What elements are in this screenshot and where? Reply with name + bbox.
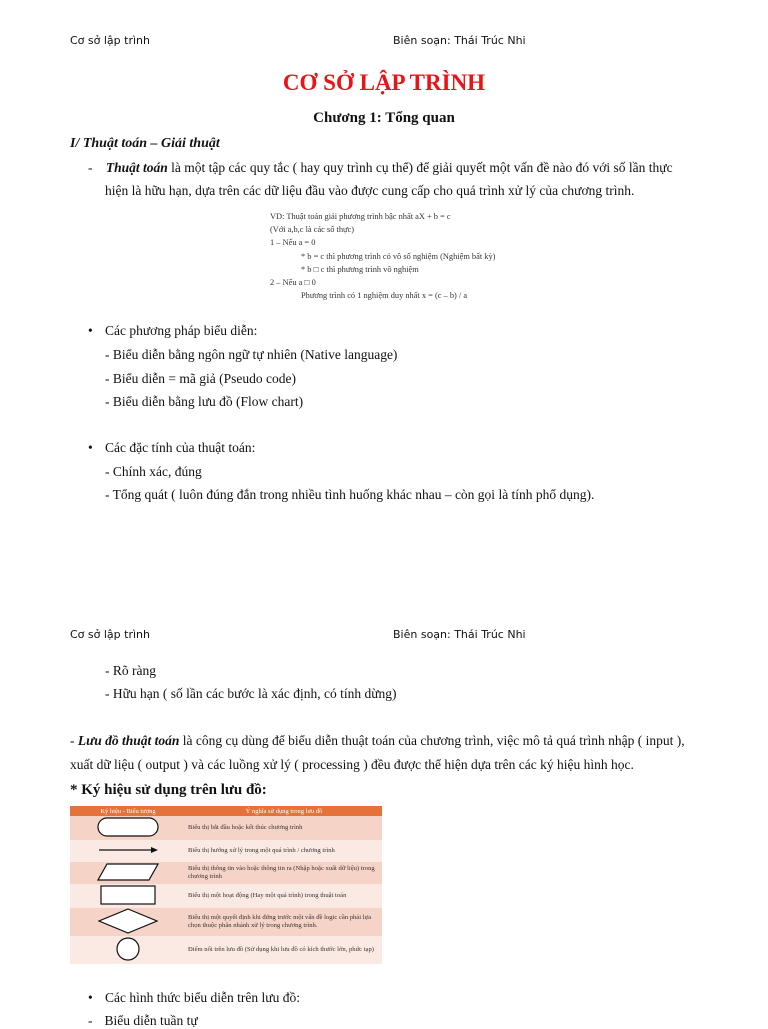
table-row xyxy=(70,816,382,840)
list-item: - Tổng quát ( luôn đúng đắn trong nhiều tình huống khác nhau – còn gọi là tính phổ dụng). xyxy=(105,487,595,502)
decision-symbol xyxy=(70,908,186,936)
bullet-item xyxy=(88,990,300,1006)
parallelogram-symbol xyxy=(70,862,186,884)
connector-symbol xyxy=(70,936,186,964)
list-item: - Biểu diễn bằng ngôn ngữ tự nhiên (Native language) xyxy=(105,347,398,362)
term-algorithm: Thuật toán xyxy=(105,160,168,175)
section-heading: I/ Thuật toán – Giải thuật xyxy=(70,136,220,151)
list-item: - Biểu diễn bằng lưu đồ (Flow chart) xyxy=(105,394,304,409)
methods-heading: Các phương pháp biểu diễn: xyxy=(105,323,258,338)
table-row xyxy=(70,862,382,884)
bullet-item xyxy=(88,440,256,456)
header-course: Cơ sở lập trình xyxy=(70,34,150,47)
bullet-item xyxy=(88,323,258,339)
bullet-dot: • xyxy=(88,990,93,1005)
list-item: - Chính xác, đúng xyxy=(105,464,202,479)
column-header: Ý nghĩa sử dụng trong lưu đồ xyxy=(186,806,382,816)
page-header xyxy=(70,628,670,641)
list-item: - Hữu hạn ( số lần các bước là xác định, có tính dừng) xyxy=(105,686,397,701)
definition-text-line2: hiện là hữu hạn, dựa trên các dữ liệu đầu vào được cung cấp cho quá trình xử lý của chương trình. xyxy=(105,183,635,198)
symbol-table xyxy=(70,806,382,964)
terminator-symbol xyxy=(70,816,186,840)
list-item: - Biểu diễn = mã giả (Pseudo code) xyxy=(105,371,296,386)
dash-marker: - xyxy=(88,160,93,175)
example-line: 2 – Nếu a □ 0 xyxy=(270,278,316,288)
forms-heading: Các hình thức biểu diễn trên lưu đồ: xyxy=(105,990,300,1005)
symbol-meaning: Biểu thị hướng xử lý trong một quá trình / chương trình xyxy=(186,840,382,862)
example-line: VD: Thuật toán giải phương trình bậc nhất aX + b = c xyxy=(270,212,451,221)
document-title: CƠ SỞ LẬP TRÌNH xyxy=(282,70,486,95)
example-line: (Với a,b,c là các số thực) xyxy=(270,225,355,235)
bullet-dot: • xyxy=(88,323,93,338)
example-line: * b = c thì phương trình có vô số nghiệm (Nghiệm bất kỳ) xyxy=(301,251,496,261)
definition-text: là một tập các quy tắc ( hay quy trình cụ thể) để giải quyết một vấn đề nào đó với số lần thực xyxy=(167,160,673,175)
header-course: Cơ sở lập trình xyxy=(70,628,150,641)
definition-text-line2: xuất dữ liệu ( output ) và các luồng xử lý ( processing ) đều được thể hiện dựa trên các ký hiệu hình học. xyxy=(70,757,634,772)
table-row xyxy=(70,936,382,964)
header-author: Biên soạn: Thái Trúc Nhi xyxy=(393,628,526,641)
dash-marker: - xyxy=(70,733,78,748)
symbol-meaning: Biểu thị một hoạt động (Hay một quá trình) trong thuật toán xyxy=(186,884,382,908)
definition-text: là công cụ dùng để biểu diễn thuật toán của chương trình, việc mô tả quá trình nhập ( input ), xyxy=(179,733,685,748)
form-sequential: Biểu diễn tuần tự xyxy=(104,1013,198,1028)
term-flowchart: Lưu đồ thuật toán xyxy=(77,733,180,748)
bullet-dot: • xyxy=(88,440,93,455)
list-item: - Rõ ràng xyxy=(105,663,156,678)
table-row xyxy=(70,840,382,862)
example-line: * b □ c thì phương trình vô nghiệm xyxy=(301,264,419,274)
symbol-meaning: Biểu thị thông tin vào hoặc thông tin ra (Nhập hoặc xuất dữ liệu) trong chương trình xyxy=(186,862,382,884)
symbol-meaning: Biểu thị một quyết định khi đứng trước một vấn đề logic cần phải lựa chọn thuộc phân nhánh xử lý trong chương trình. xyxy=(186,908,382,936)
header-author: Biên soạn: Thái Trúc Nhi xyxy=(393,34,526,47)
algorithm-definition xyxy=(88,156,700,179)
flowchart-definition xyxy=(70,733,685,749)
chapter-title: Chương 1: Tổng quan xyxy=(313,110,455,126)
example-line: Phương trình có 1 nghiệm duy nhất x = (c – b) / a xyxy=(301,291,468,301)
table-row xyxy=(70,884,382,908)
arrow-symbol xyxy=(70,840,186,862)
column-header: Ký hiệu - Biểu tượng xyxy=(70,806,186,816)
symbol-meaning: Điểm nối trên lưu đồ (Sử dụng khi lưu đồ có kích thước lớn, phức tạp) xyxy=(186,936,382,964)
properties-heading: Các đặc tính của thuật toán: xyxy=(105,440,256,455)
symbols-heading: * Ký hiệu sử dụng trên lưu đồ: xyxy=(70,782,267,798)
table-header-row xyxy=(70,806,382,816)
page-header xyxy=(70,34,670,47)
process-symbol xyxy=(70,884,186,908)
list-item: - Biểu diễn tuần tự xyxy=(88,1013,198,1028)
table-row xyxy=(70,908,382,936)
example-line: 1 – Nếu a = 0 xyxy=(270,238,316,248)
symbol-meaning: Biểu thị bắt đầu hoặc kết thúc chương trình xyxy=(186,816,382,840)
example-box xyxy=(270,210,495,302)
